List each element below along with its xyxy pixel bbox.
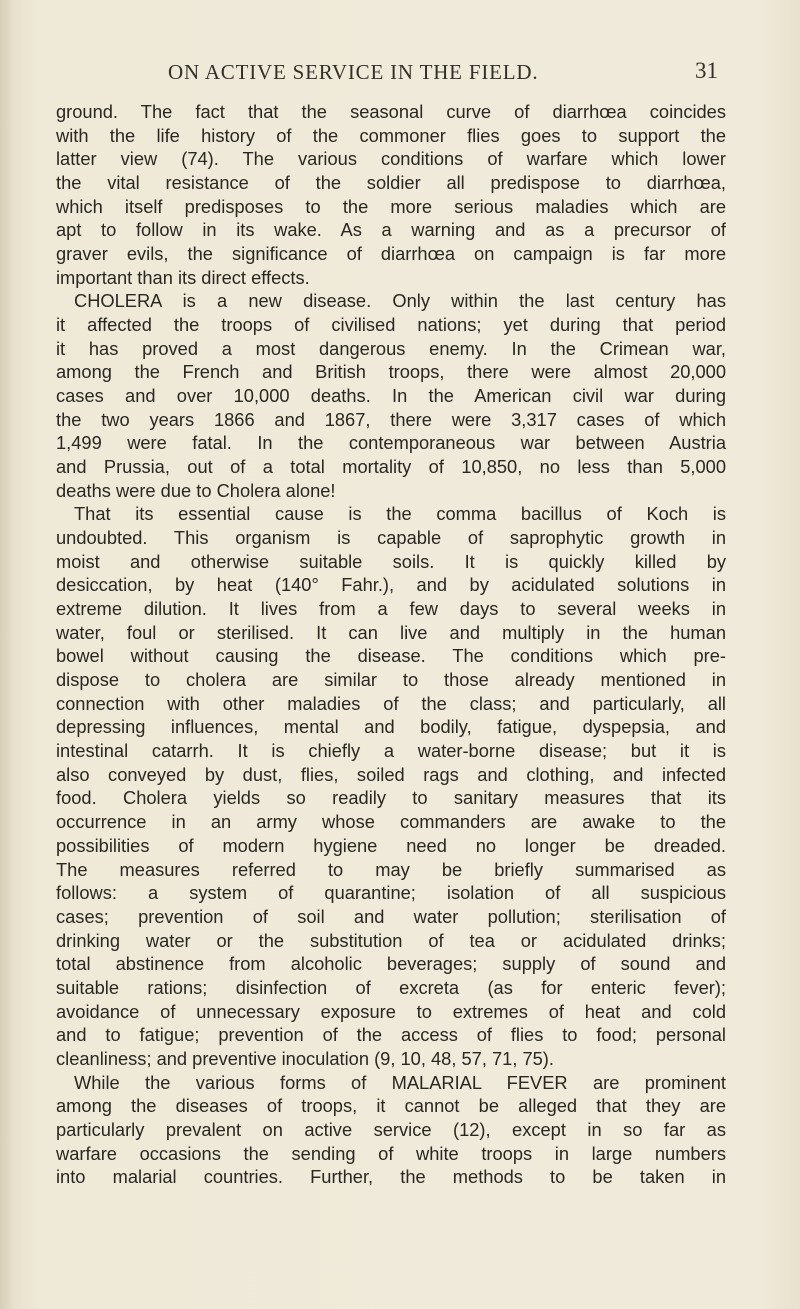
text-line: possibilities of modern hygiene need no longer be dreaded.: [56, 834, 726, 856]
text-line: it affected the troops of civilised nations; yet during that period: [56, 314, 726, 336]
text-line: among the diseases of troops, it cannot be alleged that they are: [56, 1095, 726, 1117]
text-line: That its essential cause is the comma bacillus of Koch is: [74, 503, 726, 525]
text-line: desiccation, by heat (140° Fahr.), and by acidulated solutions in: [56, 574, 726, 596]
running-title: ON ACTIVE SERVICE IN THE FIELD.: [168, 60, 539, 84]
text-line: which itself predisposes to the more serious maladies which are: [56, 195, 726, 217]
text-line: the vital resistance of the soldier all predispose to diarrhœa,: [56, 172, 726, 194]
text-line: deaths were due to Cholera alone!: [56, 479, 336, 501]
text-line: latter view (74). The various conditions of warfare which lower: [56, 148, 726, 170]
text-line: follows: a system of quarantine; isolation of all suspicious: [56, 882, 726, 904]
text-line: into malarial countries. Further, the methods to be taken in: [56, 1166, 726, 1188]
text-line: connection with other maladies of the class; and particularly, all: [56, 692, 726, 714]
text-line: apt to follow in its wake. As a warning and as a precursor of: [56, 219, 726, 241]
body-text: [56, 100, 726, 1189]
text-line: intestinal catarrh. It is chiefly a water-borne disease; but it is: [56, 740, 726, 762]
text-line: dispose to cholera are similar to those already mentioned in: [56, 669, 726, 691]
text-line: CHOLERA is a new disease. Only within the last century has: [74, 290, 726, 312]
text-line: cleanliness; and preventive inoculation (9, 10, 48, 57, 71, 75).: [56, 1047, 554, 1069]
page-gutter-shadow: [0, 0, 14, 1309]
text-line: depressing influences, mental and bodily, fatigue, dyspepsia, and: [56, 716, 726, 738]
text-line: While the various forms of MALARIAL FEVER are prominent: [74, 1071, 726, 1093]
text-line: the two years 1866 and 1867, there were 3,317 cases of which: [56, 408, 726, 430]
text-line: it has proved a most dangerous enemy. In the Crimean war,: [56, 337, 726, 359]
text-line: The measures referred to may be briefly summarised as: [56, 858, 726, 880]
text-line: occurrence in an army whose commanders are awake to the: [56, 811, 726, 833]
text-line: bowel without causing the disease. The conditions which pre-: [56, 645, 726, 667]
text-line: total abstinence from alcoholic beverages; supply of sound and: [56, 953, 726, 975]
text-line: moist and otherwise suitable soils. It is quickly killed by: [56, 550, 726, 572]
text-line: drinking water or the substitution of tea or acidulated drinks;: [56, 929, 726, 951]
text-line: undoubted. This organism is capable of saprophytic growth in: [56, 527, 726, 549]
text-line: and to fatigue; prevention of the access of flies to food; personal: [56, 1024, 726, 1046]
text-line: with the life history of the commoner flies goes to support the: [56, 124, 726, 146]
text-line: also conveyed by dust, flies, soiled rags and clothing, and infected: [56, 763, 726, 785]
text-line: warfare occasions the sending of white troops in large numbers: [56, 1142, 726, 1164]
text-line: important than its direct effects.: [56, 266, 310, 288]
text-line: suitable rations; disinfection of excreta (as for enteric fever);: [56, 976, 726, 998]
text-line: ground. The fact that the seasonal curve of diarrhœa coincides: [56, 101, 726, 122]
page-number: 31: [695, 58, 718, 83]
text-line: particularly prevalent on active service (12), except in so far as: [56, 1118, 726, 1140]
text-line: water, foul or sterilised. It can live and multiply in the human: [56, 621, 726, 643]
text-line: graver evils, the significance of diarrhœa on campaign is far more: [56, 243, 726, 265]
text-line: among the French and British troops, there were almost 20,000: [56, 361, 726, 383]
text-line: avoidance of unnecessary exposure to extremes of heat and cold: [56, 1000, 726, 1022]
text-line: extreme dilution. It lives from a few days to several weeks in: [56, 598, 726, 620]
text-line: and Prussia, out of a total mortality of 10,850, no less than 5,000: [56, 456, 726, 478]
running-head: [0, 60, 800, 90]
text-line: cases; prevention of soil and water pollution; sterilisation of: [56, 905, 726, 927]
text-line: cases and over 10,000 deaths. In the American civil war during: [56, 385, 726, 407]
text-line: 1,499 were fatal. In the contemporaneous war between Austria: [56, 432, 726, 454]
text-line: food. Cholera yields so readily to sanitary measures that its: [56, 787, 726, 809]
